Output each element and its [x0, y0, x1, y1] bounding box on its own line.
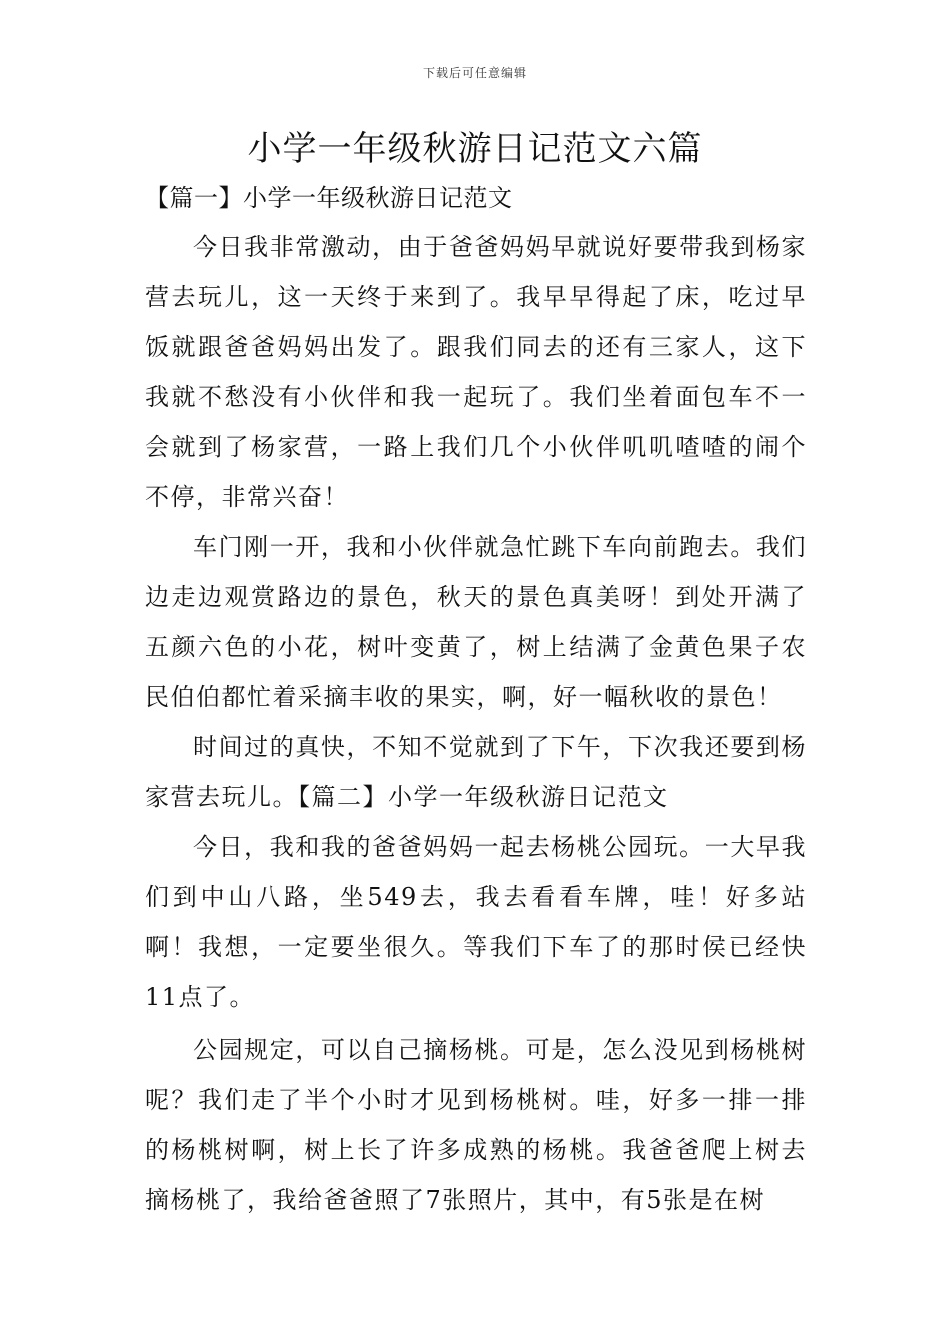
paragraph-2: 车门刚一开，我和小伙伴就急忙跳下车向前跑去。我们边走边观赏路边的景色，秋天的景色真美呀！到处开满了五颜六色的小花，树叶变黄了，树上结满了金黄色果子农民伯伯都忙着采摘丰收的果实，啊，好一幅秋收的景色！ — [145, 533, 807, 711]
section-heading-2: 【篇二】小学一年级秋游日记范文 — [298, 783, 669, 811]
paragraph-4: 今日，我和我的爸爸妈妈一起去杨桃公园玩。一大早我们到中山八路，坐549去，我去看看车牌，哇！好多站啊！我想，一定要坐很久。等我们下车了的那时侯已经快11点了。 — [145, 833, 807, 1011]
paragraph-3-text: 时间过的真快，不知不觉就到了下午，下次我还要到杨家营去玩儿。 — [145, 733, 807, 811]
paragraph-3 — [145, 722, 807, 822]
paragraph-1: 今日我非常激动，由于爸爸妈妈早就说好要带我到杨家营去玩儿，这一天终于来到了。我早早得起了床，吃过早饭就跟爸爸妈妈出发了。跟我们同去的还有三家人，这下我就不愁没有小伙伴和我一起玩了。我们坐着面包车不一会就到了杨家营，一路上我们几个小伙伴叽叽喳喳的闹个不停，非常兴奋！ — [145, 233, 807, 511]
header-note: 下载后可任意编辑 — [422, 66, 527, 80]
section-heading-1: 【篇一】小学一年级秋游日记范文 — [145, 184, 513, 212]
paragraph-5: 公园规定，可以自己摘杨桃。可是，怎么没见到杨桃树呢？我们走了半个小时才见到杨桃树。哇，好多一排一排的杨桃树啊，树上长了许多成熟的杨桃。我爸爸爬上树去摘杨桃了，我给爸爸照了7张照片，其中，有5张是在树 — [145, 1036, 807, 1214]
document-body — [145, 222, 807, 1225]
document-title: 小学一年级秋游日记范文六篇 — [247, 129, 703, 169]
